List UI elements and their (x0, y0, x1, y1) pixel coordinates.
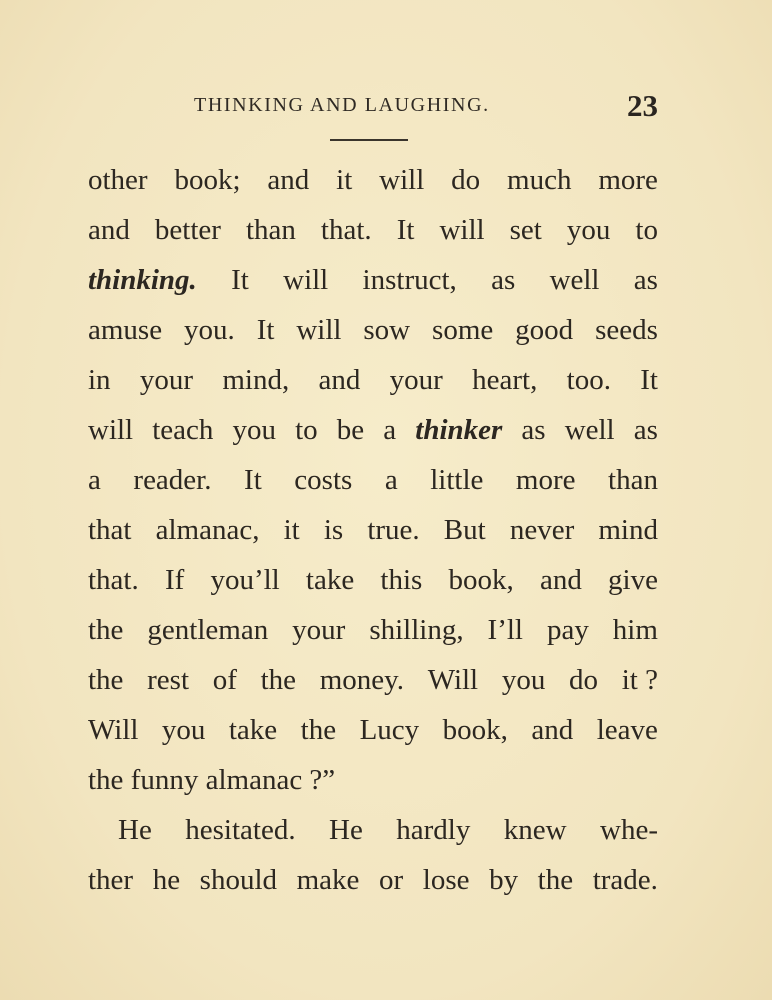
word: costs (294, 464, 353, 496)
word: trade. (592, 864, 658, 896)
word: a (88, 464, 101, 496)
word: I’ll (487, 614, 523, 646)
word: pay (546, 614, 589, 646)
word: heart, (472, 364, 538, 396)
word: and (531, 714, 574, 746)
word: the (537, 864, 574, 896)
emphasis-thinker: thinker (415, 414, 503, 446)
word: make (296, 864, 360, 896)
word: Lucy (359, 714, 420, 746)
word: the (88, 664, 124, 696)
word: set (509, 214, 542, 246)
word: much (507, 164, 572, 196)
word: as (633, 264, 658, 296)
word: Will (427, 664, 479, 696)
word: by (489, 864, 519, 896)
text-line-5 (88, 355, 658, 405)
word: is (323, 514, 344, 546)
text-line-3 (88, 255, 658, 305)
word: this (380, 564, 423, 596)
word: some (432, 314, 494, 346)
word: than (608, 464, 658, 496)
word: He (329, 814, 363, 846)
word: be (336, 414, 365, 446)
word: gentleman (147, 614, 269, 646)
word: your (292, 614, 346, 646)
word: do (569, 664, 599, 696)
word: that (88, 514, 132, 546)
word: mind (598, 514, 658, 546)
word: it ? (621, 664, 658, 696)
word: you (566, 214, 611, 246)
text-line-8 (88, 505, 658, 555)
word: rest (147, 664, 190, 696)
word: in (88, 364, 111, 396)
word: If (164, 564, 185, 596)
word: take (228, 714, 278, 746)
word: hardly (396, 814, 471, 846)
word: that. (320, 214, 372, 246)
word: than (245, 214, 296, 246)
word: a (383, 414, 397, 446)
word: it (336, 164, 353, 196)
word: and (88, 214, 130, 246)
word: reader. (133, 464, 212, 496)
word: leave (596, 714, 658, 746)
word: that. (88, 564, 139, 596)
word: to (295, 414, 318, 446)
word: It (244, 464, 262, 496)
text-line-12 (88, 705, 658, 755)
word: He (118, 814, 152, 846)
word: him (612, 614, 658, 646)
word: teach (152, 414, 214, 446)
word: lose (422, 864, 470, 896)
word: more (515, 464, 576, 496)
word: your (389, 364, 443, 396)
page-number: 23 (627, 88, 658, 123)
word: the funny almanac ?” (88, 764, 336, 796)
word: of (212, 664, 237, 696)
word: will (439, 214, 485, 246)
body-text (88, 155, 658, 905)
word: as (633, 414, 658, 446)
word: book; (174, 164, 241, 196)
word: will (296, 314, 342, 346)
word: It (231, 264, 249, 296)
word: and (318, 364, 361, 396)
word: as (491, 264, 516, 296)
word: But (443, 514, 486, 546)
word: shilling, (369, 614, 464, 646)
word: you (161, 714, 206, 746)
text-line-10 (88, 605, 658, 655)
word: It (256, 314, 275, 346)
word: he (152, 864, 181, 896)
word: book, (442, 714, 508, 746)
word: will (88, 414, 134, 446)
word: book, (448, 564, 514, 596)
word: or (379, 864, 404, 896)
word: well (549, 264, 600, 296)
word: the (88, 614, 124, 646)
word: take (305, 564, 355, 596)
running-title: THINKING AND LAUGHING. (194, 94, 490, 116)
word: will (379, 164, 425, 196)
word: ther (88, 864, 134, 896)
word: Will (88, 714, 139, 746)
word: instruct, (362, 264, 457, 296)
word: money. (319, 664, 405, 696)
text-line-2 (88, 205, 658, 255)
word: almanac, (155, 514, 260, 546)
text-line-9 (88, 555, 658, 605)
word: should (199, 864, 277, 896)
word: well (564, 414, 615, 446)
word: and (267, 164, 310, 196)
text-line-6 (88, 405, 658, 455)
word: as (521, 414, 546, 446)
word: you. (184, 314, 235, 346)
word: sow (363, 314, 411, 346)
running-head (88, 88, 658, 122)
word: give (608, 564, 658, 596)
word: do (451, 164, 481, 196)
word: seeds (595, 314, 658, 346)
text-line-13 (88, 755, 658, 805)
word: a (384, 464, 398, 496)
word: true. (367, 514, 420, 546)
word: never (509, 514, 575, 546)
word: little (430, 464, 484, 496)
word: better (154, 214, 221, 246)
word: will (283, 264, 329, 296)
text-line-11 (88, 655, 658, 705)
word: knew (503, 814, 567, 846)
word: the (300, 714, 337, 746)
word: the (260, 664, 297, 696)
word: good (515, 314, 574, 346)
text-line-1 (88, 155, 658, 205)
word: it (283, 514, 300, 546)
word: amuse (88, 314, 163, 346)
word: hesitated. (185, 814, 296, 846)
ornamental-rule (330, 139, 408, 141)
word: your (139, 364, 194, 396)
word: mind, (222, 364, 290, 396)
word: and (539, 564, 582, 596)
word: whe- (600, 814, 658, 846)
word: you’ll (210, 564, 280, 596)
word: more (598, 164, 658, 196)
word: to (635, 214, 658, 246)
text-line-4 (88, 305, 658, 355)
text-line-7 (88, 455, 658, 505)
emphasis-thinking: thinking. (88, 264, 197, 296)
text-line-15 (88, 855, 658, 905)
word: It (396, 214, 415, 246)
text-line-14 (88, 805, 658, 855)
word: you (501, 664, 546, 696)
word: you (232, 414, 277, 446)
word: too. (566, 364, 611, 396)
word: It (640, 364, 658, 396)
word: other (88, 164, 148, 196)
